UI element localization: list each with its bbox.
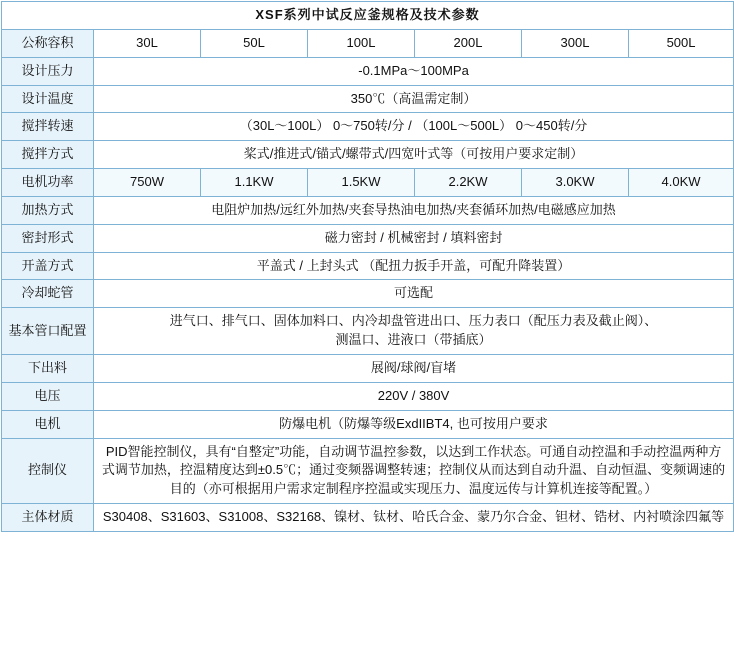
table-row-ports xyxy=(2,308,734,355)
motor-power-value-4: 2.2KW xyxy=(415,169,522,197)
row-label-cover: 开盖方式 xyxy=(2,252,94,280)
table-row-heating xyxy=(2,196,734,224)
design-pressure-value: -0.1MPa～100MPa xyxy=(94,57,734,85)
motor-value: 防爆电机（防爆等级ExdIIBT4, 也可按用户要求 xyxy=(94,410,734,438)
table-row-motor xyxy=(2,410,734,438)
discharge-value: 展阀/球阀/盲堵 xyxy=(94,354,734,382)
table-row-stir-type xyxy=(2,141,734,169)
spec-table xyxy=(1,1,734,532)
table-row-design-pressure xyxy=(2,57,734,85)
ports-value-line-2: 测温口、进液口（带插底） xyxy=(335,332,492,348)
row-label-stir-speed: 搅拌转速 xyxy=(2,113,94,141)
row-label-cooling: 冷却蛇管 xyxy=(2,280,94,308)
row-label-voltage: 电压 xyxy=(2,382,94,410)
table-row-material xyxy=(2,504,734,532)
motor-power-value-2: 1.1KW xyxy=(201,169,308,197)
row-label-capacity: 公称容积 xyxy=(2,29,94,57)
design-temp-value: 350℃（高温需定制） xyxy=(94,85,734,113)
capacity-value-2: 50L xyxy=(201,29,308,57)
motor-power-value-5: 3.0KW xyxy=(522,169,629,197)
row-label-discharge: 下出料 xyxy=(2,354,94,382)
capacity-value-4: 200L xyxy=(415,29,522,57)
table-row-discharge xyxy=(2,354,734,382)
table-row-controller xyxy=(2,438,734,504)
capacity-value-5: 300L xyxy=(522,29,629,57)
stir-type-value: 桨式/推进式/锚式/螺带式/四宽叶式等（可按用户要求定制） xyxy=(94,141,734,169)
row-label-motor-power: 电机功率 xyxy=(2,169,94,197)
capacity-value-6: 500L xyxy=(629,29,734,57)
table-row-voltage xyxy=(2,382,734,410)
table-row-cooling xyxy=(2,280,734,308)
table-row-title xyxy=(2,2,734,30)
ports-value-line-1: 进气口、排气口、固体加料口、内冷却盘管进出口、压力表口（配压力表及截止阀）、 xyxy=(169,313,658,329)
table-row-seal xyxy=(2,224,734,252)
seal-value: 磁力密封 / 机械密封 / 填料密封 xyxy=(94,224,734,252)
cover-value: 平盖式 / 上封头式 （配扭力扳手开盖，可配升降装置） xyxy=(94,252,734,280)
capacity-value-3: 100L xyxy=(308,29,415,57)
material-value: S30408、S31603、S31008、S32168、镍材、钛材、哈氏合金、蒙乃尔合金、钽材、锆材、内衬喷涂四氟等 xyxy=(94,504,734,532)
row-label-controller: 控制仪 xyxy=(2,438,94,504)
row-label-design-temp: 设计温度 xyxy=(2,85,94,113)
row-label-design-pressure: 设计压力 xyxy=(2,57,94,85)
row-label-material: 主体材质 xyxy=(2,504,94,532)
table-row-cover xyxy=(2,252,734,280)
table-row-design-temp xyxy=(2,85,734,113)
stir-speed-value: （30L～100L） 0～750转/分 / （100L～500L） 0～450转/分 xyxy=(94,113,734,141)
page-title: XSF系列中试反应釜规格及技术参数 xyxy=(2,2,734,30)
controller-value: PID智能控制仪，具有“自整定”功能，自动调节温控参数，以达到工作状态。可通自动控温和手动控温两种方式调节加热，控温精度达到±0.5℃；通过变频器调整转速；控制仪从而达到自动升温、自动恒温、变频调速的目的（亦可根据用户需求定制程序控温或实现压力、温度远传与计算机连接等配置。） xyxy=(94,438,734,504)
cooling-value: 可选配 xyxy=(94,280,734,308)
motor-power-value-6: 4.0KW xyxy=(629,169,734,197)
row-label-ports: 基本管口配置 xyxy=(2,308,94,355)
motor-power-value-3: 1.5KW xyxy=(308,169,415,197)
ports-value xyxy=(94,308,734,355)
row-label-heating: 加热方式 xyxy=(2,196,94,224)
row-label-stir-type: 搅拌方式 xyxy=(2,141,94,169)
table-row-motor-power xyxy=(2,169,734,197)
row-label-motor: 电机 xyxy=(2,410,94,438)
table-row-stir-speed xyxy=(2,113,734,141)
table-row-capacity xyxy=(2,29,734,57)
voltage-value: 220V / 380V xyxy=(94,382,734,410)
row-label-seal: 密封形式 xyxy=(2,224,94,252)
spec-sheet xyxy=(0,1,734,532)
heating-value: 电阻炉加热/远红外加热/夹套导热油电加热/夹套循环加热/电磁感应加热 xyxy=(94,196,734,224)
motor-power-value-1: 750W xyxy=(94,169,201,197)
capacity-value-1: 30L xyxy=(94,29,201,57)
